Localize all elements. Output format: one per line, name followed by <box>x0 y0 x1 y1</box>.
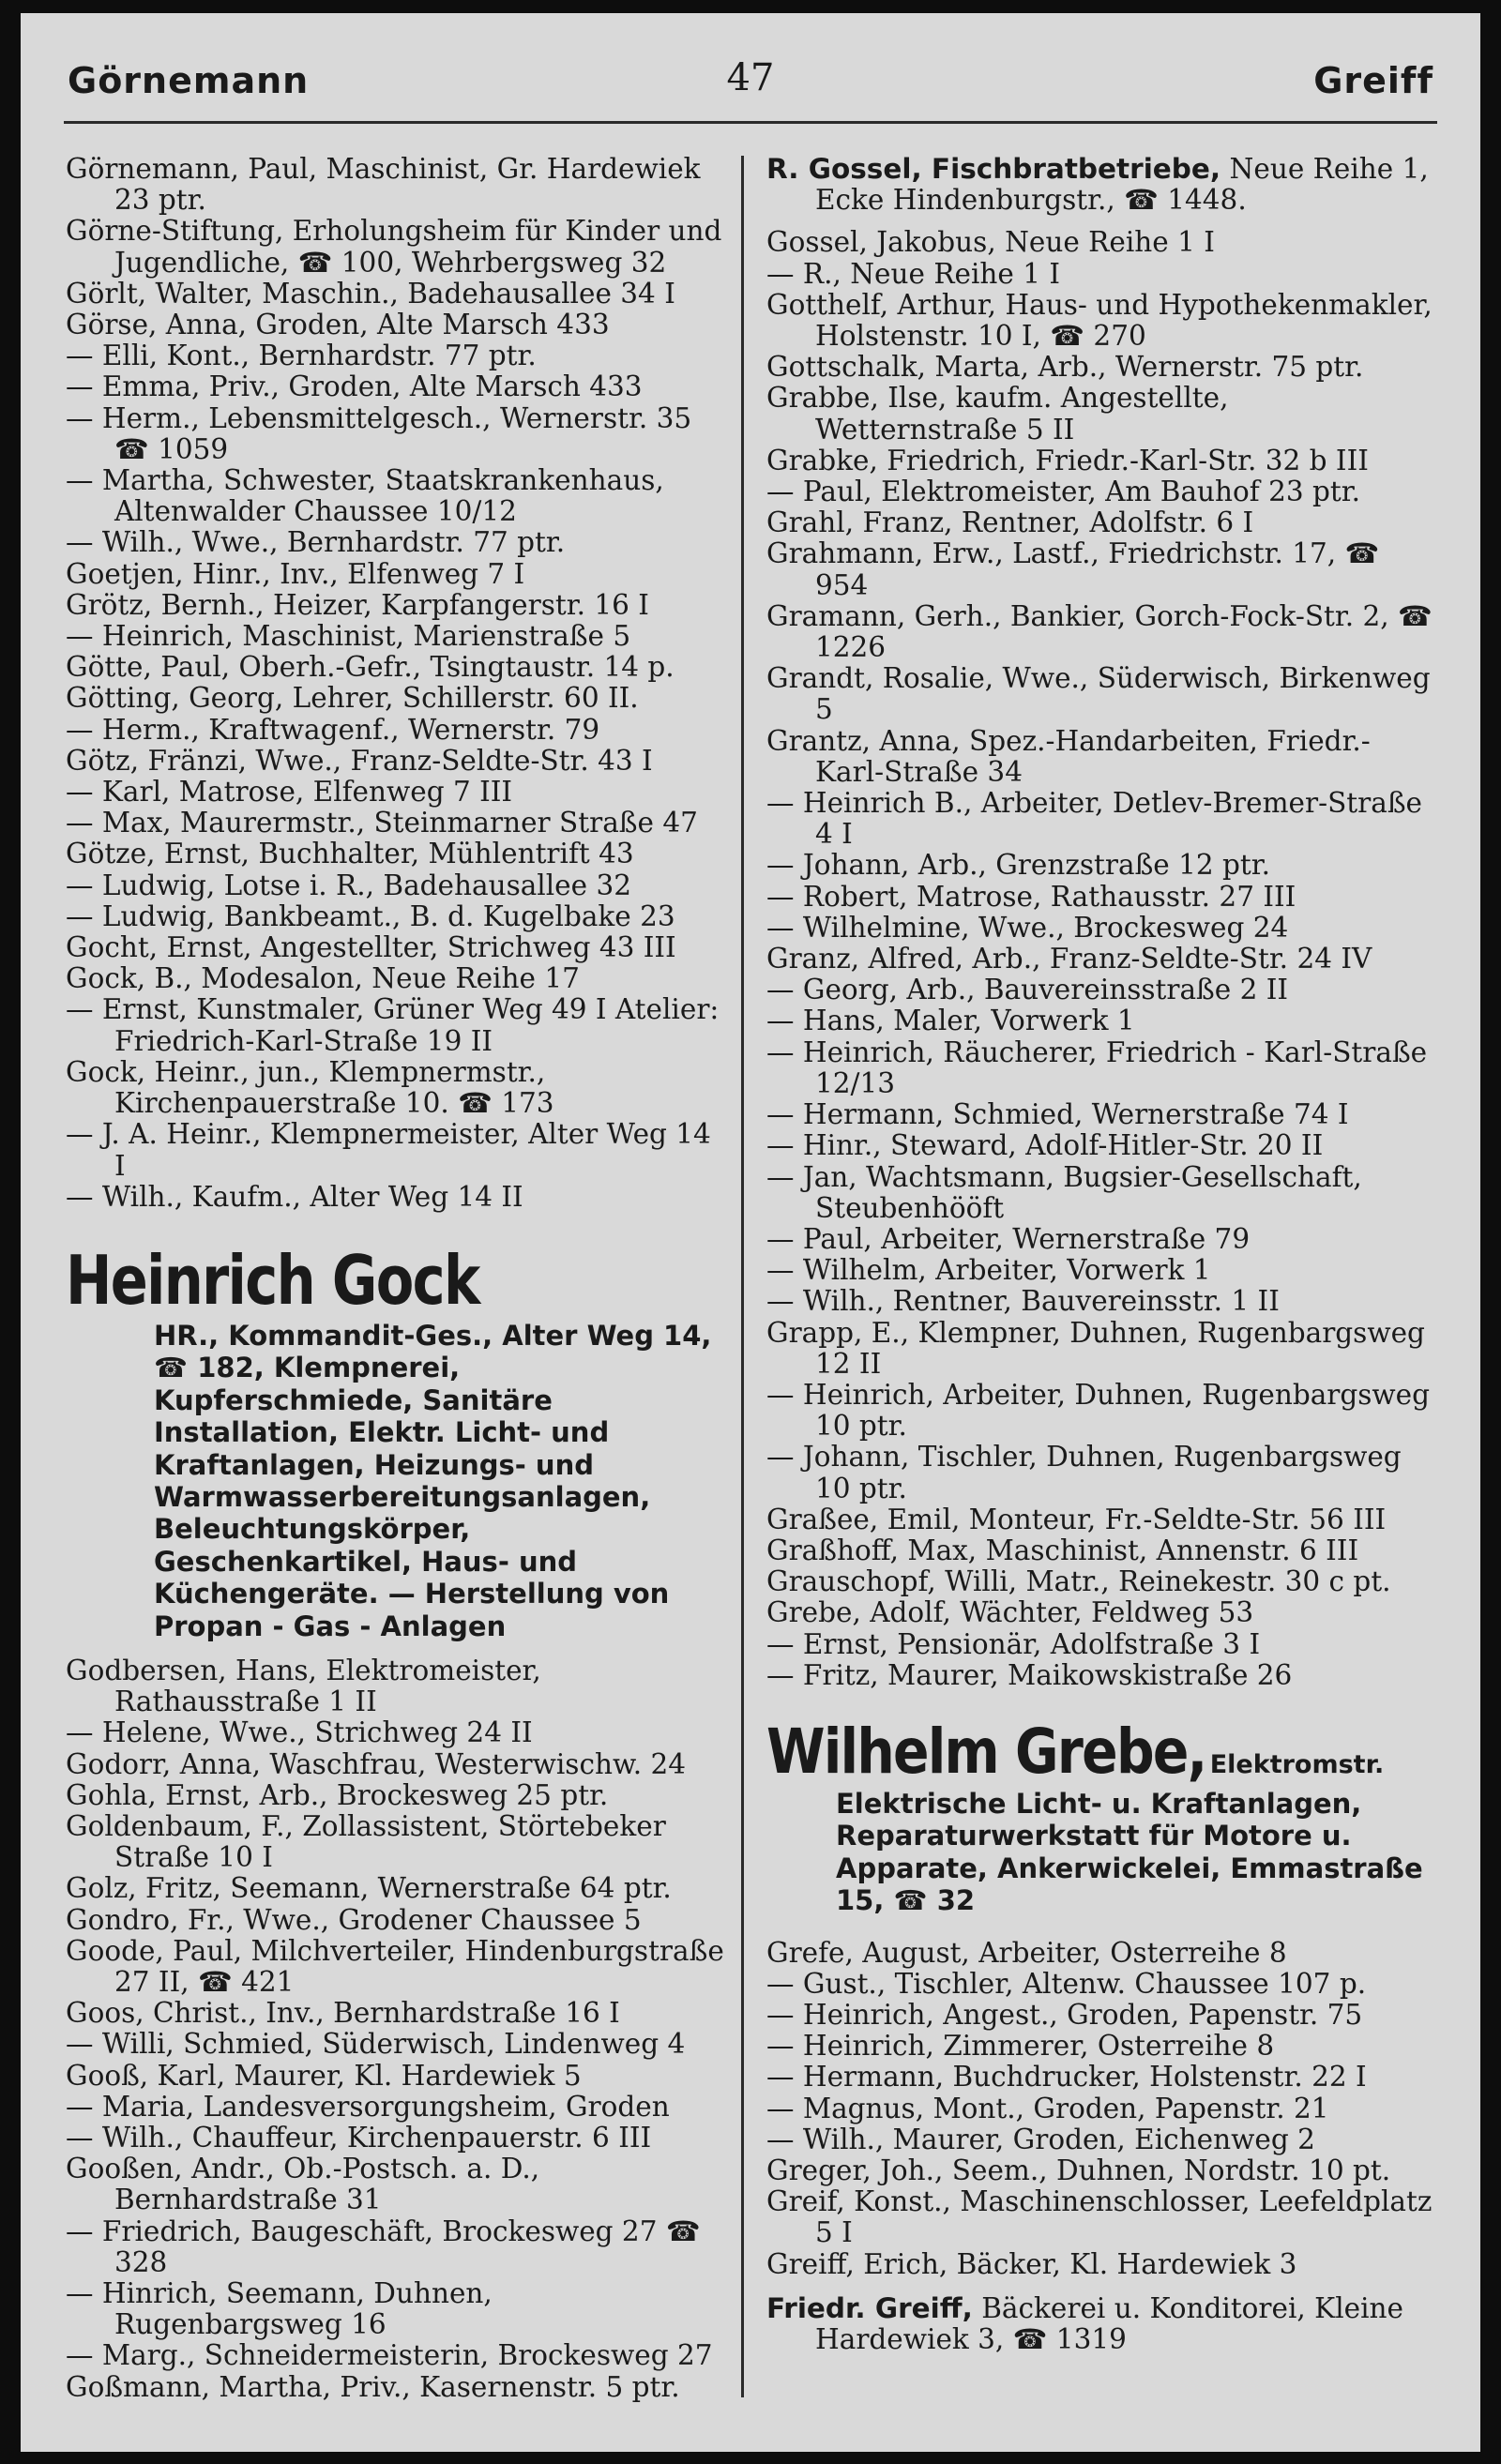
ad-business-name: Wilhelm Grebe, <box>766 1715 1206 1788</box>
directory-entry: Goldenbaum, F., Zollassistent, Störtebeker Straße 10 I <box>66 1809 666 1874</box>
directory-entry: Gocht, Ernst, Angestellter, Strichweg 43 III <box>66 931 676 964</box>
directory-entry: — Georg, Arb., Bauvereinsstraße 2 II <box>766 974 1289 1006</box>
directory-entry: Grebe, Adolf, Wächter, Feldweg 53 <box>766 1596 1254 1629</box>
directory-entry: Grandt, Rosalie, Wwe., Süderwisch, Birkenweg 5 <box>766 662 1431 726</box>
directory-entry: Gooßen, Andr., Ob.-Postsch. a. D., Bernhardstraße 31 <box>66 2153 540 2216</box>
directory-entry: — Magnus, Mont., Groden, Papenstr. 21 <box>766 2092 1329 2124</box>
directory-entry: — Gust., Tischler, Altenw. Chaussee 107 p. <box>766 1967 1367 2000</box>
column-divider <box>741 156 744 2397</box>
directory-entry: — Max, Maurermstr., Steinmarner Straße 47 <box>66 807 698 839</box>
directory-entry: — Wilh., Maurer, Groden, Eichenweg 2 <box>766 2123 1315 2155</box>
directory-entry: — Wilh., Wwe., Bernhardstr. 77 ptr. <box>66 526 566 559</box>
directory-entry: Gottschalk, Marta, Arb., Wernerstr. 75 ptr. <box>766 351 1364 384</box>
directory-entry: Gramann, Gerh., Bankier, Gorch-Fock-Str. 2, ☎ 1226 <box>766 599 1433 664</box>
directory-entry: — Heinrich, Angest., Groden, Papenstr. 75 <box>766 1998 1363 2031</box>
directory-entry: Graßhoff, Max, Maschinist, Annenstr. 6 III <box>766 1534 1359 1566</box>
directory-entry: — Robert, Matrose, Rathausstr. 27 III <box>766 880 1296 913</box>
directory-entry: — Johann, Tischler, Duhnen, Rugenbargsweg 10 ptr. <box>766 1441 1402 1504</box>
directory-entry: Godbersen, Hans, Elektromeister, Rathausstraße 1 II <box>66 1654 541 1718</box>
directory-entry: Gondro, Fr., Wwe., Grodener Chaussee 5 <box>66 1903 642 1936</box>
directory-entry: Götze, Ernst, Buchhalter, Mühlentrift 43 <box>66 838 634 870</box>
directory-entry: — Willi, Schmied, Süderwisch, Lindenweg 4 <box>66 2028 686 2061</box>
directory-entry: Görne-Stiftung, Erholungsheim für Kinder und Jugendliche, ☎ 100, Wehrbergsweg 32 <box>66 215 722 279</box>
directory-entry: Grabbe, Ilse, kaufm. Angestellte, Wetternstraße 5 II <box>766 382 1229 446</box>
directory-entry: Grötz, Bernh., Heizer, Karpfangerstr. 16 I <box>66 588 649 621</box>
directory-entry: — Hans, Maler, Vorwerk 1 <box>766 1005 1135 1037</box>
directory-entry: — Karl, Matrose, Elfenweg 7 III <box>66 776 513 809</box>
ad-business-description: HR., Kommandit-Ges., Alter Weg 14, ☎ 182, Klempnerei, Kupferschmiede, Sanitäre Installation, Elektr. Licht- und Kraftanlagen, Heizungs- und Warmwasserbereitungsanlagen, Beleuchtungskörper, Geschenkartikel, Haus- und Küchengeräte. — Herstellung von Propan - Gas - Anlagen <box>154 1319 712 1642</box>
header-first-name: Görnemann <box>68 60 310 101</box>
directory-entry: — Hermann, Buchdrucker, Holstenstr. 22 I <box>766 2061 1367 2094</box>
directory-entry: — Heinrich, Arbeiter, Duhnen, Rugenbargsweg 10 ptr. <box>766 1378 1431 1443</box>
directory-entry: Gock, Heinr., jun., Klempnermstr., Kirchenpauerstraße 10. ☎ 173 <box>66 1055 554 1120</box>
directory-entry: — Martha, Schwester, Staatskrankenhaus, Altenwalder Chaussee 10/12 <box>66 464 664 528</box>
directory-entry: Görlt, Walter, Maschin., Badehausallee 34 I <box>66 277 675 310</box>
directory-entry: — Hermann, Schmied, Wernerstraße 74 I <box>766 1098 1349 1131</box>
directory-entry: Grabke, Friedrich, Friedr.-Karl-Str. 32 b III <box>766 444 1369 476</box>
directory-entry: Greiff, Erich, Bäcker, Kl. Hardewiek 3 <box>766 2247 1297 2280</box>
ad-business-name: Friedr. Greiff, <box>766 2291 973 2324</box>
advertisement-greiff-bakery <box>766 2293 1433 2355</box>
directory-entry: — Jan, Wachtsmann, Bugsier-Gesellschaft, Steubenhööft <box>766 1160 1362 1224</box>
ad-business-description: Elektrische Licht- u. Kraftanlagen, Reparaturwerkstatt für Motore u. Apparate, Ankerwickelei, Emmastraße 15, ☎ 32 <box>836 1787 1423 1917</box>
directory-entry: Götz, Fränzi, Wwe., Franz-Seldte-Str. 43 I <box>66 744 653 777</box>
ad-business-trade: Elektromstr. <box>1209 1749 1385 1779</box>
advertisement-wilhelm-grebe <box>766 1716 1433 1917</box>
directory-entry: — Paul, Elektromeister, Am Bauhof 23 ptr. <box>766 476 1360 508</box>
directory-entry: — J. A. Heinr., Klempnermeister, Alter Weg 14 I <box>66 1118 711 1182</box>
directory-entry: — Wilh., Chauffeur, Kirchenpauerstr. 6 III <box>66 2122 652 2154</box>
directory-entry: Golz, Fritz, Seemann, Wernerstraße 64 ptr. <box>66 1872 672 1905</box>
directory-entry: Greif, Konst., Maschinenschlosser, Leefeldplatz 5 I <box>766 2185 1433 2249</box>
directory-entry: Gohla, Ernst, Arb., Brockesweg 25 ptr. <box>66 1778 609 1811</box>
directory-entry: Gossel, Jakobus, Neue Reihe 1 I <box>766 226 1215 259</box>
directory-entry: — Ernst, Kunstmaler, Grüner Weg 49 I Atelier: Friedrich-Karl-Straße 19 II <box>66 993 720 1057</box>
header-last-name: Greiff <box>1313 60 1433 101</box>
directory-entry: — Wilhelm, Arbeiter, Vorwerk 1 <box>766 1254 1211 1287</box>
directory-entry: Granz, Alfred, Arb., Franz-Seldte-Str. 24 IV <box>766 943 1372 975</box>
directory-entry: Goetjen, Hinr., Inv., Elfenweg 7 I <box>66 557 525 590</box>
directory-entry: Godorr, Anna, Waschfrau, Westerwischw. 24 <box>66 1747 687 1780</box>
directory-entry: — Ludwig, Lotse i. R., Badehausallee 32 <box>66 869 632 901</box>
directory-entry: Goode, Paul, Milchverteiler, Hindenburgstraße 27 II, ☎ 421 <box>66 1934 724 1998</box>
header-rule <box>64 121 1437 124</box>
directory-entry: — Friedrich, Baugeschäft, Brockesweg 27 ☎ 328 <box>66 2215 701 2278</box>
directory-entry: Grauschopf, Willi, Matr., Reinekestr. 30 c pt. <box>766 1565 1391 1598</box>
running-head <box>64 54 1437 111</box>
page-number: 47 <box>726 56 775 99</box>
directory-entry: — Ernst, Pensionär, Adolfstraße 3 I <box>766 1627 1261 1660</box>
directory-entry: — Johann, Arb., Grenzstraße 12 ptr. <box>766 849 1271 882</box>
directory-entry: — Helene, Wwe., Strichweg 24 II <box>66 1716 533 1749</box>
directory-entry: — Emma, Priv., Groden, Alte Marsch 433 <box>66 370 643 403</box>
directory-entry: Grahmann, Erw., Lastf., Friedrichstr. 17, ☎ 954 <box>766 537 1380 601</box>
directory-entry: Görnemann, Paul, Maschinist, Gr. Hardewiek 23 ptr. <box>66 153 701 217</box>
directory-entry: — Ludwig, Bankbeamt., B. d. Kugelbake 23 <box>66 899 675 932</box>
directory-entry: Graßee, Emil, Monteur, Fr.-Seldte-Str. 56 III <box>766 1503 1387 1535</box>
directory-entry: Greger, Joh., Seem., Duhnen, Nordstr. 10 pt. <box>766 2154 1391 2186</box>
directory-entry: — Heinrich, Zimmerer, Osterreihe 8 <box>766 2030 1275 2063</box>
right-column <box>766 154 1433 2355</box>
directory-entry: Grantz, Anna, Spez.-Handarbeiten, Friedr.-Karl-Straße 34 <box>766 724 1371 788</box>
directory-entry: Gotthelf, Arthur, Haus- und Hypothekenmakler, Holstenstr. 10 I, ☎ 270 <box>766 288 1433 353</box>
directory-entry: Grefe, August, Arbeiter, Osterreihe 8 <box>766 1936 1287 1969</box>
directory-entry: Grapp, E., Klempner, Duhnen, Rugenbargsweg 12 II <box>766 1316 1425 1380</box>
directory-entry: Goßmann, Martha, Priv., Kasernenstr. 5 ptr. <box>66 2370 680 2403</box>
directory-entry: — Elli, Kont., Bernhardstr. 77 ptr. <box>66 340 537 372</box>
ad-business-name: Heinrich Gock <box>66 1240 479 1320</box>
directory-entry: — Maria, Landesversorgungsheim, Groden <box>66 2090 670 2123</box>
directory-entry: — Marg., Schneidermeisterin, Brockesweg 27 <box>66 2339 713 2372</box>
directory-entry: — Wilh., Kaufm., Alter Weg 14 II <box>66 1180 523 1213</box>
directory-entry: — Hinr., Steward, Adolf-Hitler-Str. 20 II <box>766 1129 1324 1162</box>
directory-entry: Götting, Georg, Lehrer, Schillerstr. 60 II. <box>66 682 639 715</box>
advertisement-gossel <box>766 154 1433 216</box>
directory-entry: Goos, Christ., Inv., Bernhardstraße 16 I <box>66 1997 620 2030</box>
directory-page <box>21 13 1480 2452</box>
left-column <box>66 154 727 2403</box>
directory-entry: Götte, Paul, Oberh.-Gefr., Tsingtaustr. 14 p. <box>66 651 675 684</box>
directory-entry: Gock, B., Modesalon, Neue Reihe 17 <box>66 962 580 995</box>
ad-business-details: Bäckerei u. Konditorei, Kleine Hardewiek 3, ☎ 1319 <box>815 2291 1404 2356</box>
directory-entry: — Heinrich, Räucherer, Friedrich - Karl-Straße 12/13 <box>766 1035 1428 1099</box>
directory-entry: — Fritz, Maurer, Maikowskistraße 26 <box>766 1658 1293 1691</box>
directory-entry: — Heinrich, Maschinist, Marienstraße 5 <box>66 620 631 653</box>
directory-entry: — Wilhelmine, Wwe., Brockesweg 24 <box>766 911 1289 944</box>
directory-entry: — Herm., Kraftwagenf., Wernerstr. 79 <box>66 713 600 746</box>
directory-entry: — Hinrich, Seemann, Duhnen, Rugenbargsweg 16 <box>66 2277 493 2341</box>
directory-entry: Grahl, Franz, Rentner, Adolfstr. 6 I <box>766 506 1254 539</box>
directory-entry: — R., Neue Reihe 1 I <box>766 257 1061 290</box>
directory-entry: — Heinrich B., Arbeiter, Detlev-Bremer-Straße 4 I <box>766 787 1422 851</box>
directory-entry: — Wilh., Rentner, Bauvereinsstr. 1 II <box>766 1285 1280 1318</box>
directory-entry: Görse, Anna, Groden, Alte Marsch 433 <box>66 309 610 341</box>
ad-business-name: R. Gossel, Fischbratbetriebe, <box>766 153 1221 185</box>
directory-entry: — Paul, Arbeiter, Wernerstraße 79 <box>766 1222 1251 1255</box>
directory-entry: — Herm., Lebensmittelgesch., Wernerstr. 35 ☎ 1059 <box>66 401 692 465</box>
directory-entry: Gooß, Karl, Maurer, Kl. Hardewiek 5 <box>66 2059 582 2092</box>
advertisement-heinrich-gock <box>66 1241 727 1642</box>
ad-business-details: Neue Reihe 1, Ecke Hindenburgstr., ☎ 1448. <box>815 153 1429 217</box>
ad-title-line <box>766 1716 1433 1788</box>
